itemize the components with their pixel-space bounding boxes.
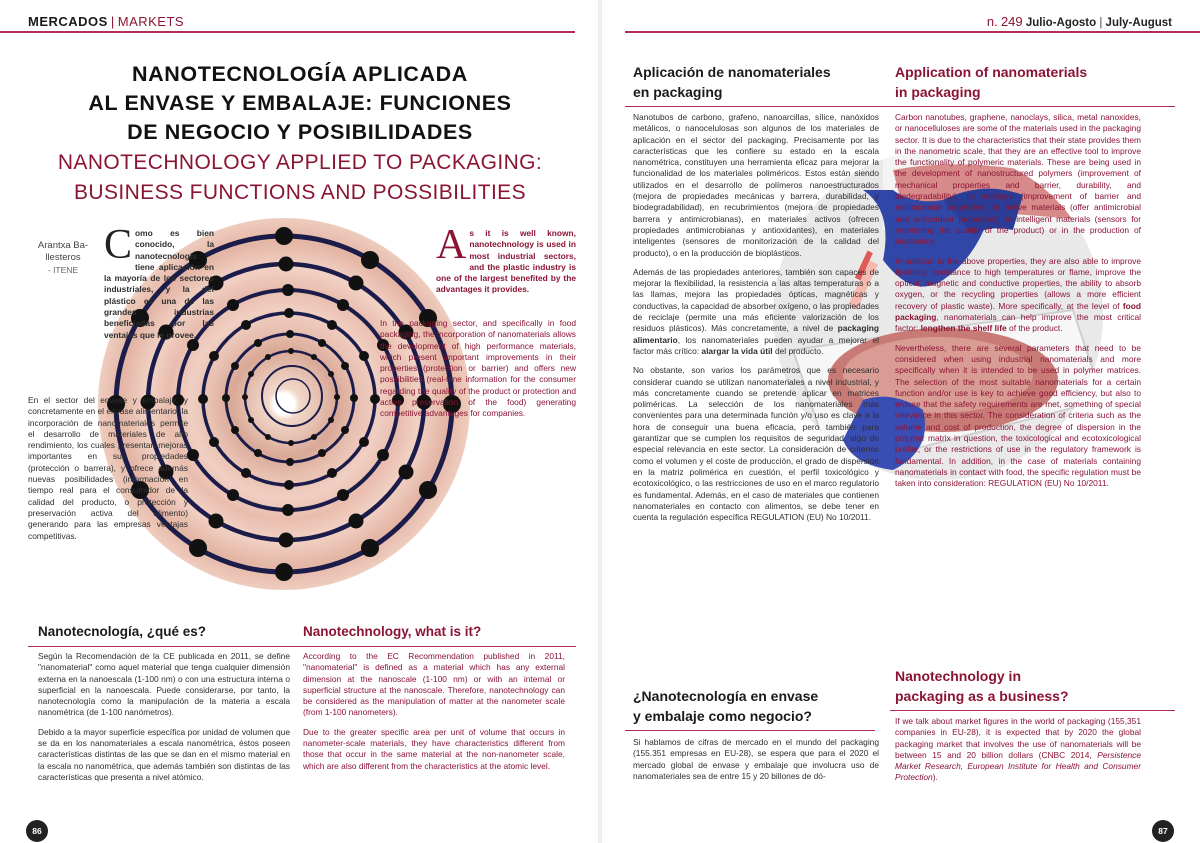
title-es-line: DE NEGOCIO Y POSIBILIDADES	[127, 120, 473, 144]
section-application-es: Aplicación de nanomateriales en packaging	[633, 64, 831, 100]
section-application-en: Application of nanomaterials in packaging	[895, 64, 1088, 100]
header-rule-right	[625, 31, 1200, 33]
author-institution: - ITENE	[47, 265, 79, 275]
section-rule	[890, 710, 1175, 711]
sec3-es-text: Si hablamos de cifras de mercado en el mundo del packaging (155.351 empresas en EU-28), se espera que para el 2020 el mercado global de envase y embalaje que involucra uso de nanomateriales sea de entre 15 y 20 billones de dó-	[633, 737, 879, 781]
section-header	[28, 14, 184, 29]
section-business-en: Nanotechnology in packaging as a business?	[895, 668, 1069, 704]
article-title-en	[0, 148, 600, 208]
author-name: llesteros	[45, 252, 81, 263]
title-es-line: AL ENVASE Y EMBALAJE: FUNCIONES	[88, 91, 512, 115]
section-rule	[28, 646, 576, 647]
issue-header: n. 249 Julio-Agosto | July-August	[986, 14, 1172, 29]
issue-date-en: July-August	[1105, 17, 1172, 29]
author-name: Arantxa Ba-	[37, 240, 89, 251]
section-label-es: MERCADOS	[28, 14, 108, 29]
sec2-en-text: Carbon nanotubes, graphene, nanoclays, silica, metal nanoxides, or nanocelluloses are some of the materials used in the packaging sector. It is due to the characteristics that their state provides them in the nanometric scale, that they are an effective tool to improve the functionality of polymeric materials. These are being used in the development of nanostructured polymers (improvement of mechanical properties and barrier, durability, and biodegradability), in coatings (improvement of barrier and antimicrobial properties), in active materials (offer antimicrobial and antioxidant properties), in intelligent materials (sensors for monitoring the quality of the product) or in the production of bioplastics. In addition to the above properties, they are also able to improve flexibility, resistance to high temperatures or flame, improve the optical, magnetic and conductive properties, the ability to absorb oxygen, or the recycling properties (allows a more efficient recovery of plastic waste). More specifically, at the level of food packaging, nanomaterials can help improve the most critical factor: lengthen the shelf life of the product. Nevertheless, there are several parameters that need to be considered when using industrial nanomaterials and more specifically when it is intended to be used in polymer matrices. The selection of the most suitable nanomaterials for a certain function and/or use is key to achieve good efficiency, but also to ensure that the safety requirements are met, something of special relevance in this sector. The consideration of criteria such as the volume and cost of production, the degree of dispersion in the polymer matrix in question, the toxicological and ecotoxicological profile, or the restrictions of use in the regulatory framework is fundamental. In addition, in the case of materials containing nanomaterials in contact with food, the specific regulation must be taken into consideration: REGULATION (EU) No 10/2011.	[895, 112, 1142, 489]
issue-prefix: n.	[986, 14, 998, 29]
page-number-left: 86	[26, 820, 48, 842]
page-number-right: 87	[1152, 820, 1174, 842]
title-en-line: BUSINESS FUNCTIONS AND POSSIBILITIES	[74, 181, 526, 204]
section-rule	[625, 106, 1175, 107]
header-separator: |	[110, 14, 115, 29]
section-business-es: ¿Nanotecnología en envase y embalaje como negocio?	[633, 688, 819, 724]
intro-es-p1: Como es bien conocido, la nanotecnología tiene aplicación en la mayoría de los sectores industriales, y la del plástico es una de las grandes industrias beneficiadas por las ventajas que le provee.	[104, 222, 214, 340]
dropcap-es: C	[104, 222, 133, 268]
article-title-es	[0, 60, 600, 147]
title-en-line: NANOTECHNOLOGY APPLIED TO PACKAGING:	[57, 151, 543, 174]
sec1-es-text: Según la Recomendación de la CE publicada en 2011, se define "nanomaterial" como aquel material que tenga cualquier dimensión externa en la nanoescala (1-100 nm) o con una estructura interna o superficial en la nanoescala. Puede considerarse, por tanto, la nanotecnología como la manipulación de la materia a escala nanométrica (de 1-100 nanómetros). Debido a la mayor superficie específica por unidad de volumen que se da en los nanomateriales a escala nanométrica, éstos poseen características distintas de las que se dan en el mismo material en la escala no nanométrica, que además también son distintas de las características que presenta a nivel atómico.	[38, 651, 290, 782]
title-es-line: NANOTECNOLOGÍA APLICADA	[132, 62, 468, 86]
section-what-is-es: Nanotecnología, ¿qué es?	[38, 624, 207, 639]
intro-en-p1: As it is well known, nanotechnology is used in most industrial sectors, and the plastic industry is one of the largest benefited by the advantages it provides.	[436, 222, 576, 295]
section-rule	[625, 730, 875, 731]
dropcap-en: A	[436, 222, 467, 268]
section-label-en: MARKETS	[117, 14, 185, 29]
issue-number: 249	[1000, 14, 1023, 29]
right-page	[600, 0, 1200, 843]
sec2-es-text: Nanotubos de carbono, grafeno, nanoarcillas, sílice, nanóxidos metálicos, o nanocelulosas son algunos de los materiales de aplicación en el sector del packaging. Precisamente por las características que les confiere su estado en la escala nanométrica, constituyen una herramienta eficaz para mejorar la funcionalidad de los materiales poliméricos. Estos están siendo utilizados en el desarrollo de polímeros nanoestructurados (mejora de propiedades mecánicas y barrera, durabilidad, y biodegradabilidad), en recubrimientos (mejora de propiedades barrera y antimicrobianas), en materiales activos (ofrecen propiedades antimicrobianas y antioxidantes), en materiales inteligentes (sensores de monitorización de la calidad del producto), o en la producción de bioplásticos. Además de las propiedades anteriores, también son capaces de mejorar la flexibilidad, la resistencia a las altas temperaturas o a las llamas, mejora las propiedades ópticas, magnéticas y conductivas, la capacidad de absorber oxígeno, o las propiedades de reciclaje (permite una más eficiente valorización de los residuos plásticos). Más concretamente, a nivel de packaging alimentario, los nanomateriales pueden ayudar a mejorar el factor más crítico: alargar la vida útil del producto. No obstante, son varios los parámetros que es necesario considerar cuando se utilizan nanomateriales a nivel industrial, y más concretamente cuando se pretende aplicar en matrices poliméricas. La selección de los nanomateriales más convenientes para una determinada función y/o uso es clave a la hora de conseguir una buena eficacia, pero también para garantizar que se cumplen los requisitos de seguridad, algo de especial relevancia en este sector. La consideración de criterios como el volumen y el coste de producción, el grado de dispersión en la matriz polimérica en cuestión, el perfil toxicológico y ecotoxicológico, o las restricciones de uso en el marco regulatorio es fundamental. Además, en el caso de materiales que contienen nanomateriales en contacto con alimentos, se debe tener en cuenta la regulación específica REGULATION (EU) No 10/2011.	[633, 112, 880, 523]
sec1-en-text: According to the EC Recommendation published in 2011, "nanomaterial" is defined as a material which has any external dimension at the nanoscale (1-100 nm) or with an internal or superficial structure at the nanoscale. Therefore, nanotechnology can be considered as the manipulation of matter at the nanometer scale (from 1-100 nanometers). Due to the greater specific area per unit of volume that occurs in nanometer-scale materials, they have characteristics different from those that occur in the same material at the non-nanometer scale, which are also different from the characteristics at the atomic level.	[303, 651, 565, 771]
intro-en-p2: In the packaging sector, and specifically in food packaging, the incorporation of nanomaterials allows the development of high performance materials, which present important improvements in their properties (protection or barrier) and offers new possibilities (real-time information for the consumer regarding the quality of the product or protection and active preservation of the food) generating competitive advantages for companies.	[380, 318, 576, 419]
section-what-is-en: Nanotechnology, what is it?	[303, 624, 482, 639]
issue-date-es: Julio-Agosto	[1025, 17, 1097, 29]
sec3-en-text: If we talk about market figures in the world of packaging (155,351 companies in EU-28), it is expected that by 2020 the global packaging market that involves the use of nanomaterials will be between 15 and 20 billion dollars (CNBC 2014, Persistence Market Research, European Institute for Health and Consumer Protection).	[895, 716, 1142, 783]
author-byline	[28, 240, 98, 276]
header-rule-left	[0, 31, 575, 33]
intro-es-p2: En el sector del envase y embalaje, y concretamente en el envase alimentario, la incorporación de nanomateriales permite el desarrollo de materiales de alto rendimiento, los cuales presentan mejoras importantes en sus propiedades (protección o barrera), y ofrece además nuevas posibilidades (información en tiempo real para el consumidor de la calidad del producto, o protección y preservación activa del alimento) generando para las empresas ventajas competitivas.	[28, 395, 188, 541]
